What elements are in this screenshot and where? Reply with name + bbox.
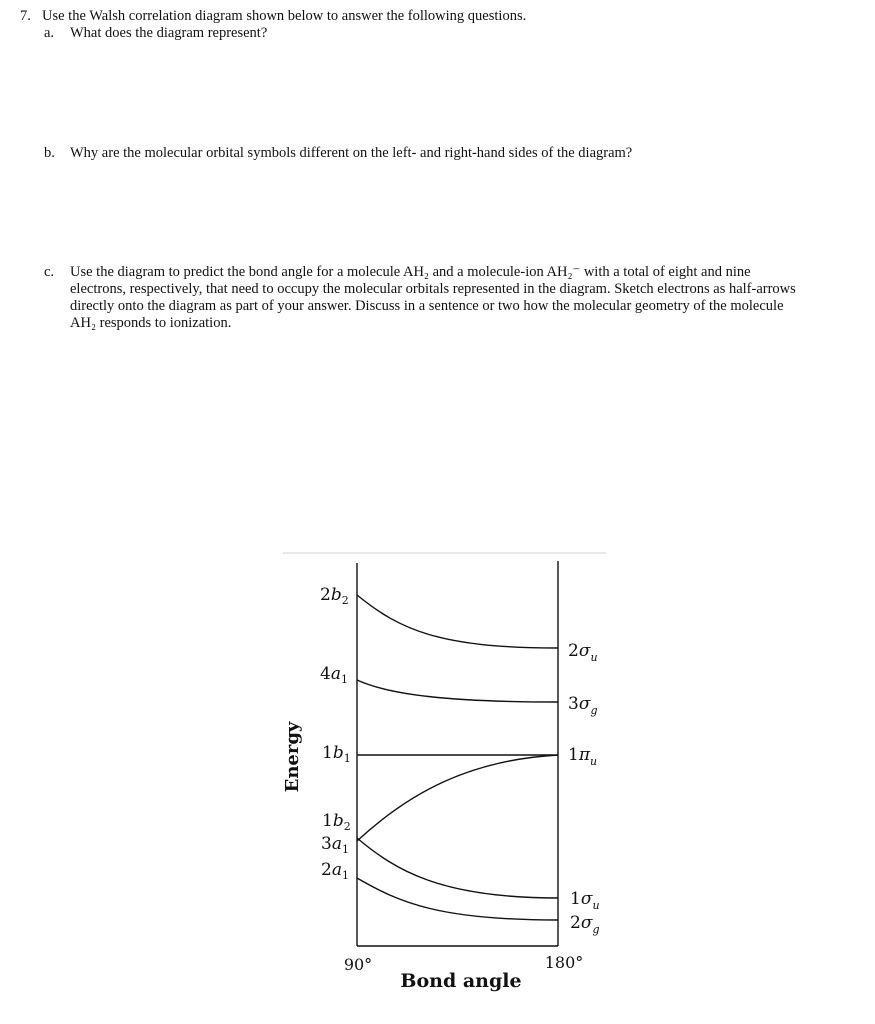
part-a-text: What does the diagram represent?: [70, 25, 268, 41]
part-c-line: Use the diagram to predict the bond angle for a molecule AH₂ and a molecule-ion AH₂⁻ with a total of eight and nine: [70, 264, 751, 280]
orbital-label-2a1: $2a_1$: [321, 860, 349, 882]
orbital-label-1pi-u: $1\pi_u$: [568, 745, 598, 768]
curve-2a1-2sigma-g: [357, 878, 558, 920]
orbital-label-1sigma-u: $1\sigma_u$: [570, 889, 600, 912]
curve-1b2-1sigma-u: [357, 838, 558, 898]
orbital-label-3a1: $3a_1$: [321, 834, 349, 856]
part-b-text: Why are the molecular orbital symbols different on the left- and right-hand sides of the diagram?: [70, 145, 633, 161]
orbital-label-2sigma-g: $2\sigma_g$: [570, 913, 600, 936]
orbital-label-2b2: $2b_2$: [320, 585, 349, 607]
question-text: Use the Walsh correlation diagram shown below to answer the following questions.: [42, 8, 527, 24]
part-b-letter: b.: [44, 145, 55, 161]
curve-4a1-3sigma-g: [357, 680, 558, 702]
orbital-label-2sigma-u: $2\sigma_u$: [568, 641, 598, 664]
part-c-letter: c.: [44, 264, 55, 280]
angle-180-label: 180°: [544, 953, 584, 972]
energy-axis-label: Energy: [282, 721, 303, 793]
orbital-label-1b2: $1b_2$: [322, 811, 351, 833]
angle-90-label: 90°: [343, 955, 373, 974]
curve-3a1-1pi-u: [357, 755, 558, 841]
part-c-line: AH₂ responds to ionization.: [70, 315, 232, 331]
curve-2b2-2sigma-u: [357, 595, 558, 648]
orbital-label-4a1: $4a_1$: [320, 664, 348, 686]
bond-angle-axis-label: Bond angle: [400, 970, 522, 992]
part-a-letter: a.: [44, 25, 55, 41]
part-c-line: directly onto the diagram as part of your answer. Discuss in a sentence or two how the molecular geometry of the molecule: [70, 298, 784, 314]
orbital-label-3sigma-g: $3\sigma_g$: [568, 694, 598, 717]
part-c-line: electrons, respectively, that need to occupy the molecular orbitals represented in the diagram. Sketch electrons as half-arrows: [70, 281, 796, 297]
question-number: 7.: [20, 8, 31, 24]
orbital-label-1b1: $1b_1$: [322, 743, 351, 765]
